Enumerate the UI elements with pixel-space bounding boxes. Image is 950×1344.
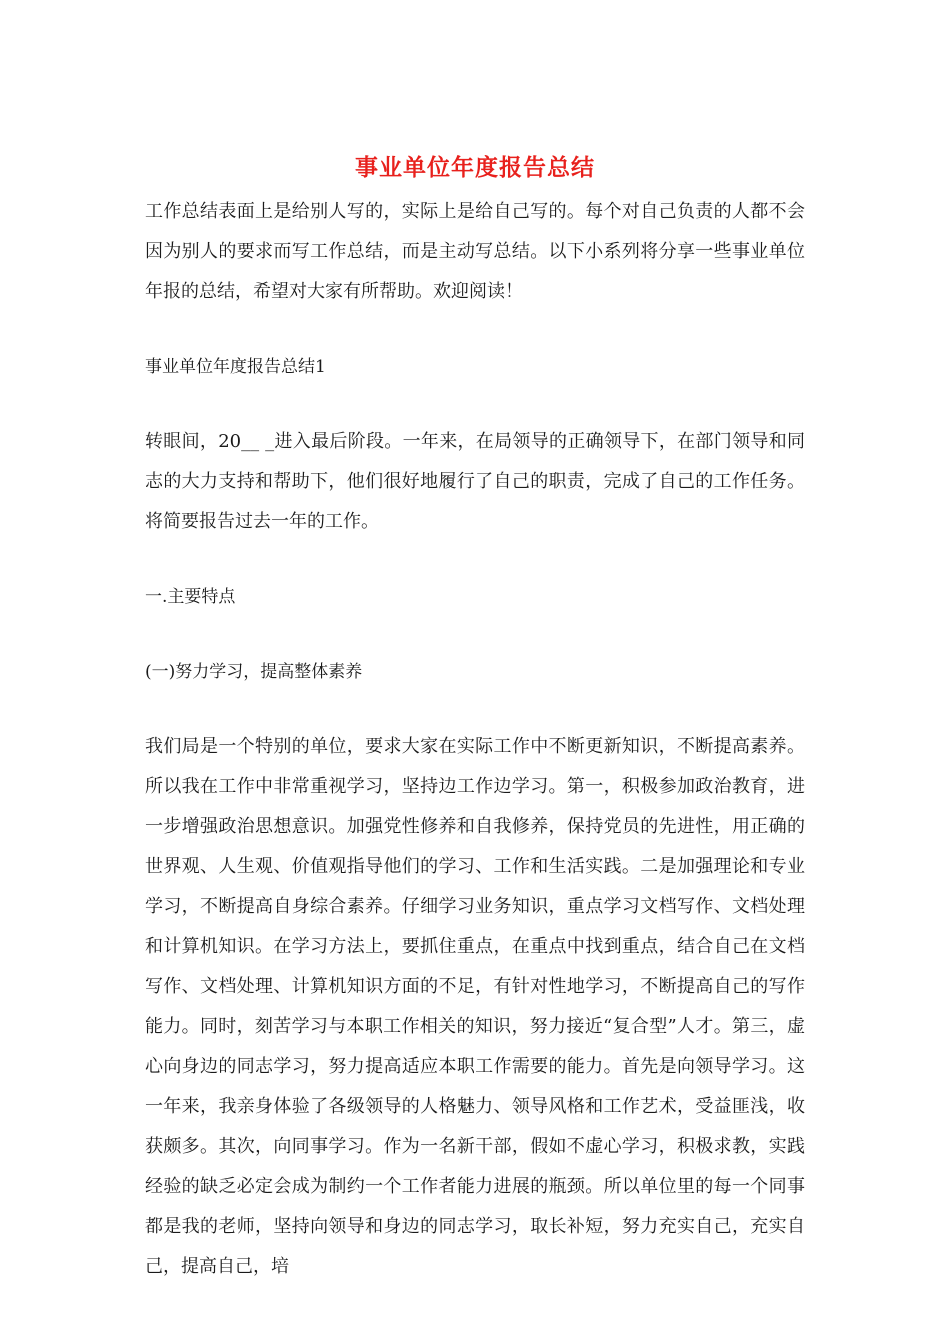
heading-study-hard: (一)努力学习，提高整体素养 — [145, 662, 363, 682]
spacer — [145, 617, 805, 652]
heading-main-features: 一.主要特点 — [145, 587, 236, 607]
spacer — [145, 692, 805, 727]
spacer — [145, 312, 805, 347]
section-title: 事业单位年度报告总结1 — [145, 357, 326, 377]
paragraph-2: 我们局是一个特别的单位，要求大家在实际工作中不断更新知识，不断提高素养。所以我在工作中非常重视学习，坚持边工作边学习。第一，积极参加政治教育，进一步增强政治思想意识。加强党性修养和自我修养，保持党员的先进性，用正确的世界观、人生观、价值观指导他们的学习、工作和生活实践。二是加强理论和专业学习，不断提高自身综合素养。仔细学习业务知识，重点学习文档写作、文档处理和计算机知识。在学习方法上，要抓住重点，在重点中找到重点，结合自己在文档写作、文档处理、计算机知识方面的不足，有针对性地学习，不断提高自己的写作能力。同时，刻苦学习与本职工作相关的知识，努力接近“复合型”人才。第三，虚心向身边的同志学习，努力提高适应本职工作需要的能力。首先是向领导学习。这一年来，我亲身体验了各级领导的人格魅力、领导风格和工作艺术，受益匪浅，收获颇多。其次，向同事学习。作为一名新干部，假如不虚心学习，积极求教，实践经验的缺乏必定会成为制约一个工作者能力进展的瓶颈。所以单位里的每一个同事都是我的老师，坚持向领导和身边的同志学习，取长补短，努力充实自己，充实自己，提高自己，培 — [145, 736, 805, 1277]
intro-paragraph: 工作总结表面上是给别人写的，实际上是给自己写的。每个对自己负责的人都不会因为别人的要求而写工作总结，而是主动写总结。以下小系列将分享一些事业单位年报的总结，希望对大家有所帮助。欢迎阅读！ — [145, 201, 805, 302]
document-title: 事业单位年度报告总结 — [355, 154, 595, 181]
paragraph-1: 转眼间，20__ _进入最后阶段。一年来，在局领导的正确领导下，在部门领导和同志的大力支持和帮助下，他们很好地履行了自己的职责，完成了自己的工作任务。将简要报告过去一年的工作。 — [145, 431, 805, 532]
document-page — [145, 150, 805, 1287]
spacer — [145, 542, 805, 577]
spacer — [145, 387, 805, 422]
